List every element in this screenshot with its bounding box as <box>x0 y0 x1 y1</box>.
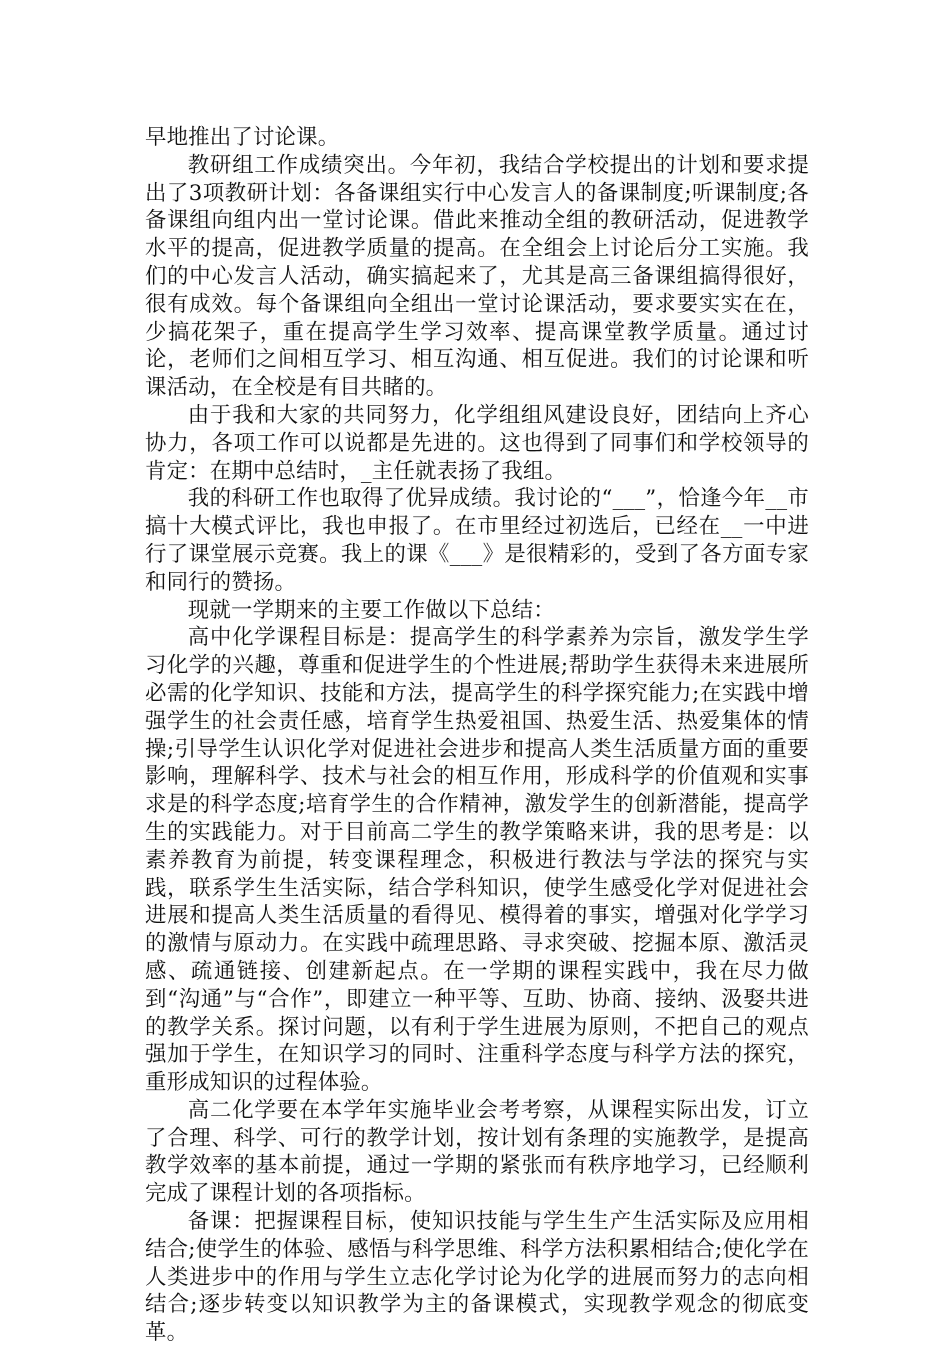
paragraph-lesson-prep: 备课：把握课程目标，使知识技能与学生生产生活实际及应用相结合;使学生的体验、感悟与科学思维、科学方法积累相结合;使化学在人类进步中的作用与学生立志化学讨论为化学的进展而努力的志向相结合;逐步转变以知识教学为主的备课模式，实现教学观念的彻底变革。 <box>145 1209 809 1346</box>
document-body <box>145 124 809 1347</box>
paragraph-teaching-research: 教研组工作成绩突出。今年初，我结合学校提出的计划和要求提出了3项教研计划：各备课组实行中心发言人的备课制度;听课制度;各备课组向组内出一堂讨论课。借此来推动全组的教研活动，促进教学水平的提高，促进教学质量的提高。在全组会上讨论后分工实施。我们的中心发言人活动，确实搞起来了，尤其是高三备课组搞得很好，很有成效。每个备课组向全组出一堂讨论课活动，要求要实实在在，少搞花架子，重在提高学生学习效率、提高课堂教学质量。通过讨论，老师们之间相互学习、相互沟通、相互促进。我们的讨论课和听课活动，在全校是有目共睹的。 <box>145 152 809 401</box>
paragraph-summary-intro: 现就一学期来的主要工作做以下总结： <box>187 597 555 623</box>
paragraph-continuation: 早地推出了讨论课。 <box>145 125 340 150</box>
paragraph-research-achievement: 我的科研工作也取得了优异成绩。我讨论的“___”，恰逢今年__市搞十大模式评比，我也申报了。在市里经过初选后，已经在__一中进行了课堂展示竞赛。我上的课《___》是很精彩的，受到了各方面专家和同行的赞扬。 <box>145 486 809 595</box>
paragraph-group-spirit: 由于我和大家的共同努力，化学组组风建设良好，团结向上齐心协力，各项工作可以说都是先进的。这也得到了同事们和学校领导的肯定：在期中总结时，_主任就表扬了我组。 <box>145 402 809 484</box>
paragraph-course-goals: 高中化学课程目标是：提高学生的科学素养为宗旨，激发学生学习化学的兴趣，尊重和促进学生的个性进展;帮助学生获得未来进展所必需的化学知识、技能和方法，提高学生的科学探究能力;在实践中增强学生的社会责任感，培育学生热爱祖国、热爱生活、热爱集体的情操;引导学生认识化学对促进社会进步和提高人类生活质量方面的重要影响，理解科学、技术与社会的相互作用，形成科学的价值观和实事求是的科学态度;培育学生的合作精神，激发学生的创新潜能，提高学生的实践能力。对于目前高二学生的教学策略来讲，我的思考是：以素养教育为前提，转变课程理念，积极进行教法与学法的探究与实践，联系学生生活实际，结合学科知识，使学生感受化学对促进社会进展和提高人类生活质量的看得见、模得着的事实，增强对化学学习的激情与原动力。在实践中疏理思路、寻求突破、挖掘本原、激活灵感、疏通链接、创建新起点。在一学期的课程实践中，我在尽力做到“沟通”与“合作”，即建立一种平等、互助、协商、接纳、汲娶共进的教学关系。探讨问题，以有利于学生进展为原则，不把自己的观点强加于学生，在知识学习的同时、注重科学态度与科学方法的探究，重形成知识的过程体验。 <box>145 625 809 1096</box>
paragraph-grade-two-plan: 高二化学要在本学年实施毕业会考考察，从课程实际出发，订立了合理、科学、可行的教学计划，按计划有条理的实施教学，是提高教学效率的基本前提，通过一学期的紧张而有秩序地学习，已经顺利完成了课程计划的各项指标。 <box>145 1097 809 1207</box>
